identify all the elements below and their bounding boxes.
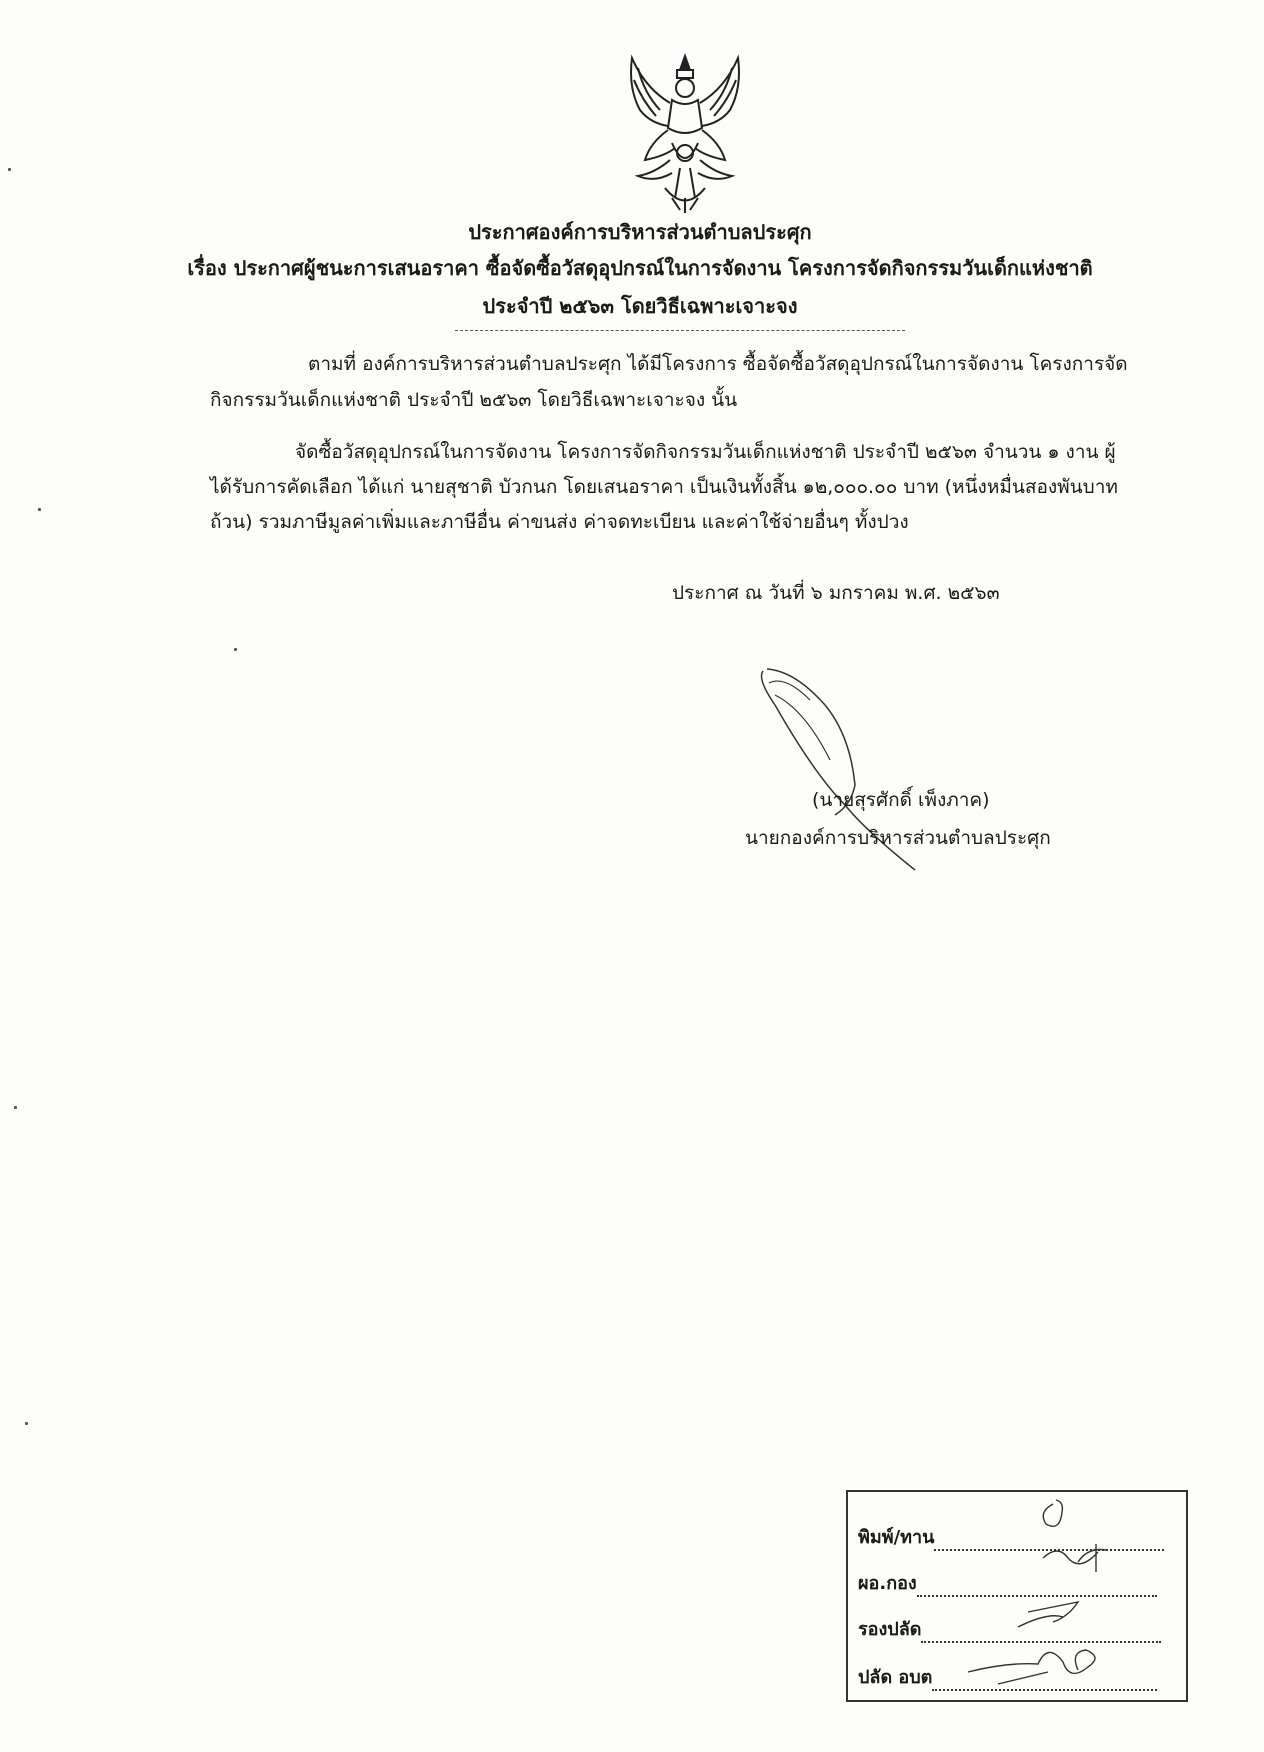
signer-title: นายกองค์การบริหารส่วนตำบลประศุก xyxy=(745,827,1051,849)
initials-scribble xyxy=(848,1492,1190,1704)
stamp-label-director: ผอ.กอง xyxy=(858,1573,917,1594)
announcement-subject-cont: ประจำปี ๒๕๖๓ โดยวิธีเฉพาะเจาะจง xyxy=(482,294,798,318)
body-paragraph-1-line-2: กิจกรรมวันเด็กแห่งชาติ ประจำปี ๒๕๖๓ โดยวิธีเฉพาะเจาะจง นั้น xyxy=(210,389,738,411)
announcement-date: ประกาศ ณ วันที่ ๖ มกราคม พ.ศ. ๒๕๖๓ xyxy=(672,582,1000,604)
body-paragraph-2-line-2: ได้รับการคัดเลือก ได้แก่ นายสุชาติ บัวกนก โดยเสนอราคา เป็นเงินทั้งสิ้น ๑๒,๐๐๐.๐๐ บาท (หนึ่งหมื่นสองพันบาท xyxy=(210,476,1118,498)
garuda-emblem-icon xyxy=(610,48,760,218)
stamp-label-deputy: รองปลัด xyxy=(858,1619,922,1640)
body-paragraph-1-line-1: ตามที่ องค์การบริหารส่วนตำบลประศุก ได้มีโครงการ ซื้อจัดซื้อวัสดุอุปกรณ์ในการจัดงาน โครงการจัด xyxy=(308,353,1128,375)
stamp-label-typist: พิมพ์/ทาน xyxy=(858,1527,935,1548)
announcement-heading: ประกาศองค์การบริหารส่วนตำบลประศุก xyxy=(468,220,812,244)
body-paragraph-2-line-1: จัดซื้อวัสดุอุปกรณ์ในการจัดงาน โครงการจัดกิจกรรมวันเด็กแห่งชาติ ประจำปี ๒๕๖๓ จำนวน ๑ งาน ผู้ xyxy=(295,441,1116,463)
body-paragraph-2-line-3: ถ้วน) รวมภาษีมูลค่าเพิ่มและภาษีอื่น ค่าขนส่ง ค่าจดทะเบียน และค่าใช้จ่ายอื่นๆ ทั้งปวง xyxy=(210,511,909,533)
signer-name: (นายสุรศักดิ์ เพ็งภาค) xyxy=(812,789,990,811)
divider xyxy=(455,330,905,331)
stamp-label-clerk: ปลัด อบต xyxy=(858,1667,933,1688)
announcement-subject: เรื่อง ประกาศผู้ชนะการเสนอราคา ซื้อจัดซื้อวัสดุอุปกรณ์ในการจัดงาน โครงการจัดกิจกรรมวันเด็กแห่งชาติ xyxy=(187,256,1093,280)
approval-stamp xyxy=(846,1490,1188,1702)
